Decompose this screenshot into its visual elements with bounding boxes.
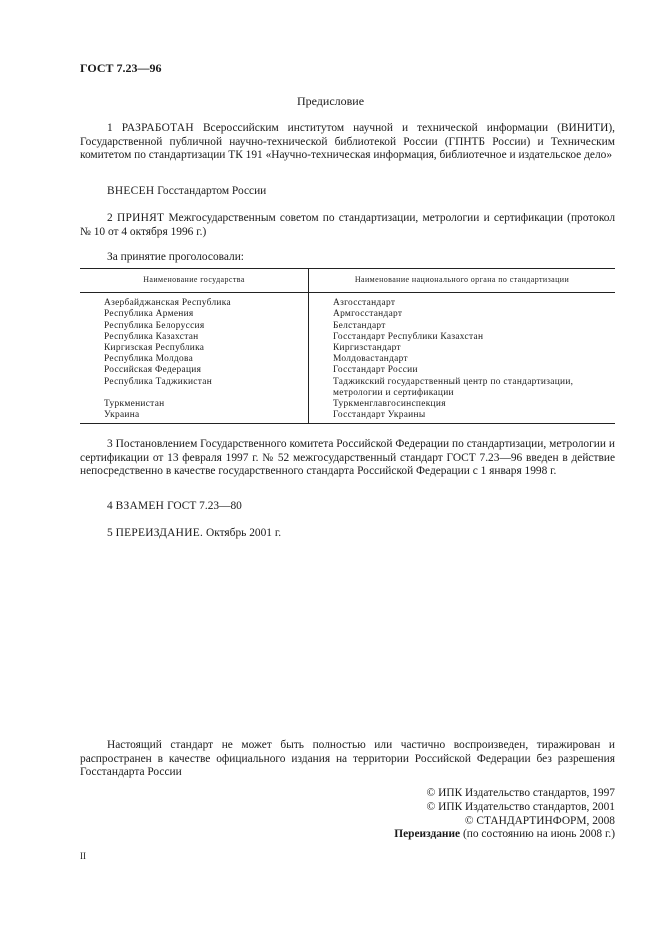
table-row [80, 321, 615, 332]
item-2-number: 2 [107, 212, 113, 224]
state-cell: Республика Казахстан [80, 332, 309, 343]
state-cell: Российская Федерация [80, 365, 309, 376]
item-3-number: 3 [107, 438, 113, 450]
item-3-enactment [80, 438, 615, 479]
reissue-text: (по состоянию на июнь 2008 г.) [462, 828, 615, 841]
item-4-keyword: ВЗАМЕН [115, 500, 165, 512]
item-1-keyword: РАЗРАБОТАН [121, 122, 194, 134]
body-cell: Молдовастандарт [333, 354, 408, 365]
item-4-replaces [107, 500, 242, 514]
table-header-row [80, 269, 615, 293]
item-2-text: Межгосударственным советом по стандартизации, метрологии и сертификации (протокол № 10 от 4 октября 1996 г.) [80, 212, 616, 238]
state-cell: Республика Молдова [80, 354, 309, 365]
reissue-line [394, 828, 615, 842]
item-5-text: Октябрь 2001 г. [206, 527, 282, 539]
body-cell: Киргизстандарт [333, 343, 401, 354]
body-cell: Белстандарт [333, 320, 386, 331]
page-number: II [80, 851, 86, 861]
item-1-developed [80, 122, 615, 163]
body-cell: Госстандарт Украины [309, 410, 616, 424]
table-row [80, 410, 615, 424]
table-row [80, 332, 615, 343]
item-1-text: Всероссийским институтом научной и технической информации (ВИНИТИ), Государственной публичной научно-технической библиотекой России (ГПНТБ России) и Техническим комитетом по стандартизации ТК 191 «Научно-техническая информация, библиотечное и издательское дело» [80, 122, 615, 162]
item-5-number: 5 [107, 527, 113, 539]
table-row [80, 399, 615, 410]
table-header-state: Наименование государства [80, 269, 309, 293]
table-row [80, 293, 615, 310]
state-cell: Республика Белоруссия [80, 321, 309, 332]
table-row [80, 343, 615, 354]
table-row [80, 309, 615, 320]
body-cell: Армгосстандарт [333, 309, 403, 320]
body-cell: Азгосстандарт [333, 298, 396, 309]
table-header-body: Наименование национального органа по стандартизации [309, 269, 616, 293]
voted-label: За принятие проголосовали: [107, 251, 244, 263]
introduced-keyword: ВНЕСЕН [107, 185, 155, 197]
copyright-line-2001: © ИПК Издательство стандартов, 2001 [426, 800, 615, 813]
item-4-text: ГОСТ 7.23—80 [167, 500, 242, 512]
table-row [80, 365, 615, 376]
body-cell: Таджикский государственный центр по стандартизации, метрологии и сертификации [333, 376, 574, 398]
state-cell: Республика Армения [80, 309, 309, 320]
state-cell: Туркменистан [80, 399, 309, 410]
voting-table [80, 268, 615, 424]
item-4-number: 4 [107, 500, 113, 512]
state-cell: Киргизская Республика [80, 343, 309, 354]
table-row [80, 377, 615, 399]
body-cell: Госстандарт Республики Казахстан [333, 331, 484, 342]
document-code-header: ГОСТ 7.23—96 [80, 61, 162, 75]
preface-title: Предисловие [296, 94, 365, 108]
item-2-adopted [80, 212, 615, 239]
state-cell: Азербайджанская Республика [80, 293, 309, 310]
item-5-keyword: ПЕРЕИЗДАНИЕ. [115, 527, 204, 539]
state-cell: Республика Таджикистан [80, 377, 309, 399]
state-cell: Украина [80, 410, 309, 424]
introduced-line [107, 185, 266, 199]
reissue-label: Переиздание [394, 828, 461, 841]
body-cell: Госстандарт России [333, 365, 418, 376]
body-cell: Туркменглавгосинспекция [333, 399, 446, 410]
copyright-notice: Настоящий стандарт не может быть полностью или частично воспроизведен, тиражирован и распространен в качестве официального издания на территории Российской Федерации без разрешения Госстандарта России [80, 739, 615, 779]
introduced-text: Госстандартом России [157, 185, 267, 197]
item-1-number: 1 [107, 122, 113, 134]
copyright-line-1997: © ИПК Издательство стандартов, 1997 [426, 787, 615, 799]
item-3-text: Постановлением Государственного комитета Российской Федерации по стандартизации, метрологии и сертификации от 13 февраля 1997 г. № 52 межгосударственный стандарт ГОСТ 7.23—96 введен в действие непосредственно в качестве государственного стандарта Российской Федерации с 1 января 1998 г. [80, 438, 615, 478]
item-5-reissue [107, 527, 281, 541]
item-2-keyword: ПРИНЯТ [116, 212, 165, 224]
table-row [80, 354, 615, 365]
copyright-block [394, 787, 615, 842]
copyright-line-2008: © СТАНДАРТИНФОРМ, 2008 [464, 814, 615, 827]
